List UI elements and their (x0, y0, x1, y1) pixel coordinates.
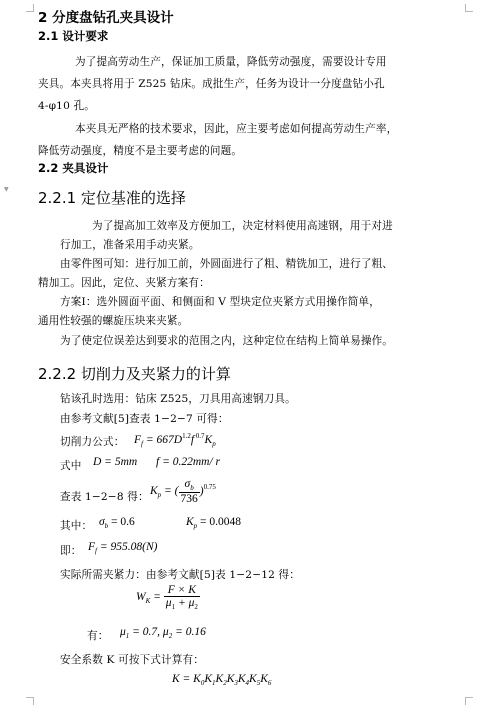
kp-formula: $K_p$ = ( $\frac{\sigma_b}{736}$ )$^{0.75}$ (150, 478, 216, 505)
paragraph-line: 方案Ⅰ：选外圆面平面、和侧面和 V 型块定位夹紧方式用操作简单， (60, 296, 380, 308)
formula-label: 式中 (60, 460, 82, 472)
friction-coefficients: $\mu_1 = 0.7$, $\mu_2 = 0.16$ (120, 626, 206, 640)
cutting-force-formula: $F_f = 667D^{1.2}f$ $^{0.7}K_p$ (134, 432, 216, 448)
paragraph-line: 为了提高劳动生产，保证加工质量，降低劳动强度，需要设计专用 (75, 56, 387, 68)
section-2-1-title: 2.1 设计要求 (38, 29, 109, 43)
paragraph-line: 实际所需夹紧力：由参考文献[5]表 1−2−12 得： (60, 569, 301, 581)
section-2-2-2-title: 2.2.2 切削力及夹紧力的计算 (38, 365, 231, 383)
paragraph-line: 行加工，准备采用手动夹紧。 (60, 239, 200, 251)
paragraph-line: 安全系数 K 可按下式计算有： (60, 654, 205, 666)
formula-label: 即： (60, 545, 82, 557)
formula-label: 其中： (60, 520, 93, 532)
section-2-title: 2 分度盘钻孔夹具设计 (38, 10, 174, 26)
paragraph-line: 本夹具无严格的技术要求，因此，应主要考虑如何提高劳动生产率， (75, 123, 398, 135)
paragraph-line: 降低劳动强度，精度不是主要考虑的问题。 (38, 145, 243, 157)
formula-label: 切削力公式： (60, 436, 125, 448)
crop-mark-bottom-left (26, 697, 34, 705)
section-2-2-title: 2.2 夹具设计 (38, 161, 109, 175)
formula-label: 查表 1−2−8 得： (60, 491, 149, 503)
formula-symbol: F (134, 434, 142, 446)
paragraph-line: 钻该孔时选用：钻床 Z525，刀具用高速钢刀具。 (60, 393, 296, 405)
safety-factor-formula: $K = K_0K_1K_2K_3K_4K_5K_6$ (172, 673, 272, 687)
paragraph-line: 通用性较强的螺旋压块来夹紧。 (38, 315, 189, 327)
paragraph-line: 4-φ10 孔。 (38, 100, 95, 112)
clamping-force-formula: $W_K$ = $\frac{F \times K}{\mu_1 + \mu_2}$ (136, 584, 198, 611)
paragraph-line: 由零件图可知：进行加工前，外圆面进行了粗、精铣加工，进行了粗、 (60, 258, 394, 270)
drill-diameter-value: D = 5mm (93, 456, 138, 468)
paragraph-line: 精加工。因此，定位、夹紧方案有： (38, 277, 210, 289)
crop-mark-top-right (465, 4, 473, 12)
paragraph-line: 由参考文献[5]查表 1−2−7 可得： (60, 413, 229, 425)
sigma-b-value: $\sigma_b = 0.6$ (99, 516, 135, 530)
cutting-force-result: $F_f = 955.08(N)$ (88, 541, 158, 555)
paragraph-line: 夹具。本夹具将用于 Z525 钻床。成批生产，任务为设计一分度盘钻小孔 (38, 78, 385, 90)
feed-value: f = 0.22mm/ r (156, 456, 220, 468)
paragraph-line: 为了提高加工效率及方便加工，决定材料使用高速钢，用于对进 (92, 220, 393, 232)
paragraph-line: 为了使定位误差达到要求的范围之内，这种定位在结构上简单易操作。 (60, 335, 394, 347)
kp-value: $K_p = 0.0048$ (186, 516, 242, 530)
collapse-triangle-icon[interactable]: ▼ (4, 186, 9, 193)
crop-mark-bottom-right (465, 697, 473, 705)
section-2-2-1-title: 2.2.1 定位基准的选择 (38, 189, 186, 207)
crop-mark-top-left (26, 4, 34, 12)
formula-label: 有： (87, 630, 109, 642)
